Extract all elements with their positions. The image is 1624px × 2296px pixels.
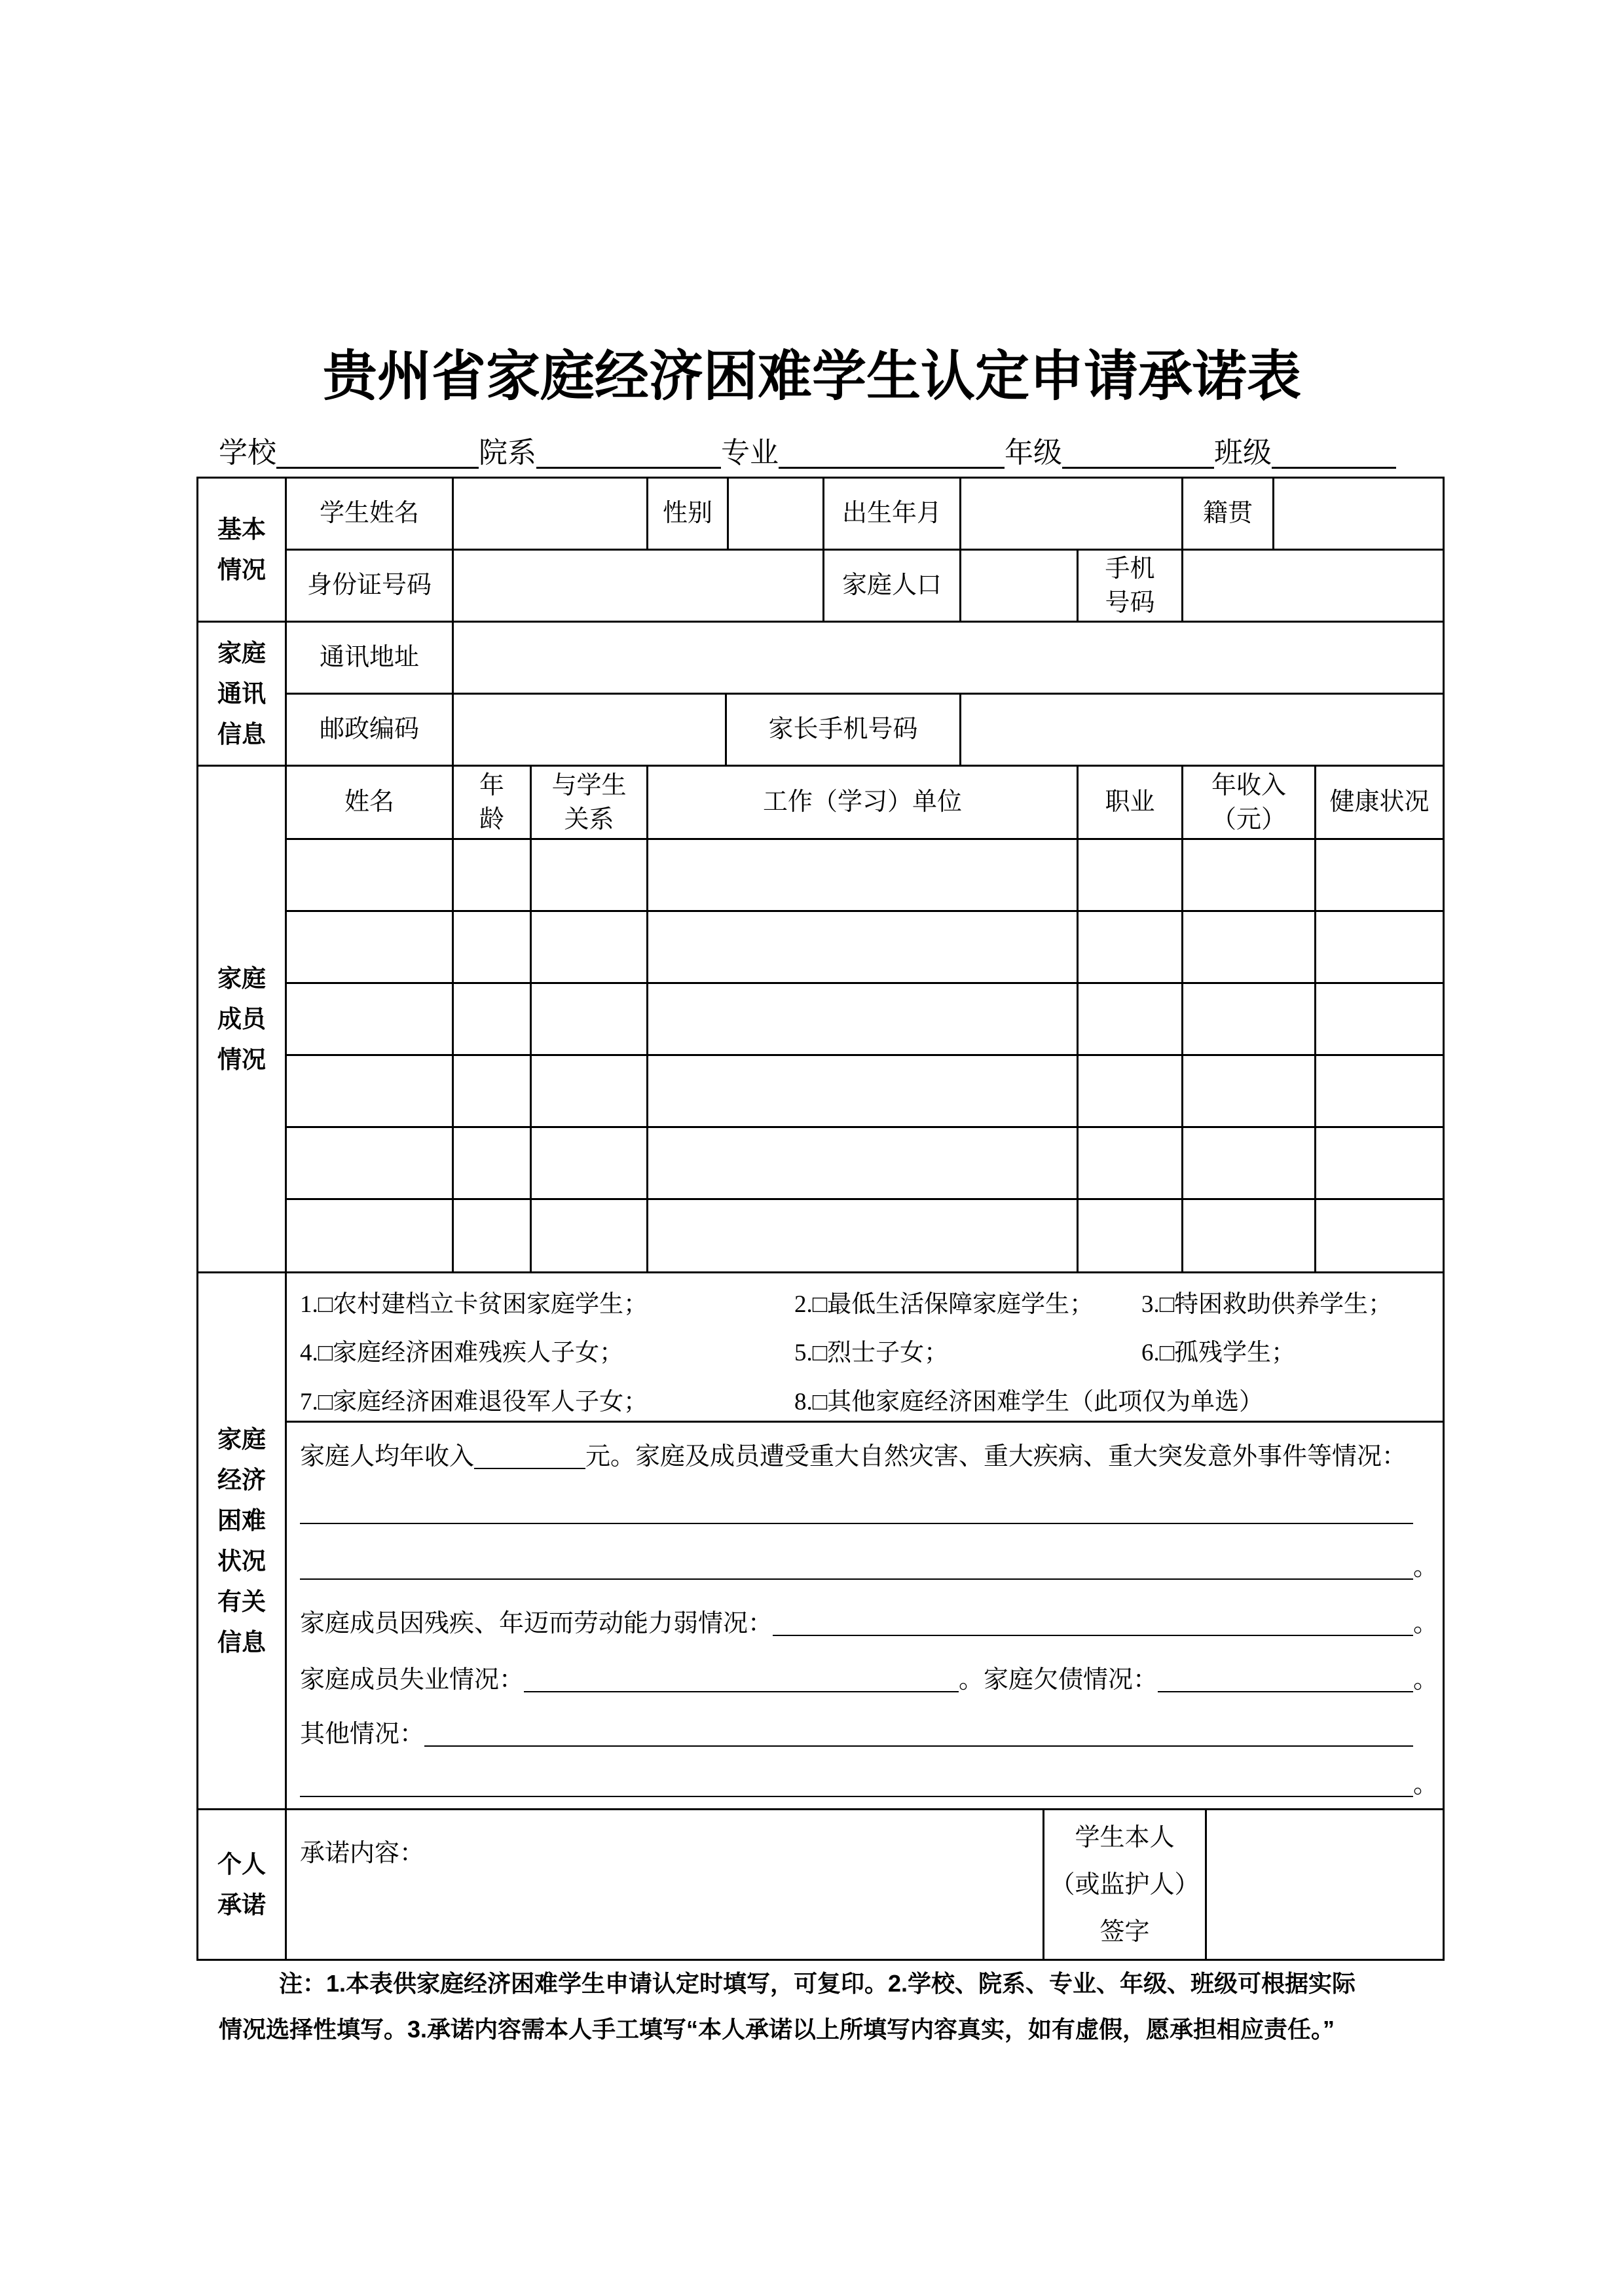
signature-label-line: 学生本人: [1075, 1823, 1175, 1851]
category-checkbox-item[interactable]: 3.□特困救助供养学生；: [1141, 1291, 1393, 1318]
member-name-cell[interactable]: [285, 982, 454, 1056]
other-label: 其他情况：: [300, 1721, 425, 1748]
member-name-cell[interactable]: [285, 1126, 454, 1200]
mobile-label-line: 手机: [1105, 555, 1155, 583]
member-occupation-cell[interactable]: [1077, 838, 1183, 912]
form-title: 贵州省家庭经济困难学生认定申请承诺表: [323, 346, 1301, 407]
id-number-field[interactable]: [452, 549, 824, 623]
member-age-cell[interactable]: [452, 910, 532, 984]
member-name-cell[interactable]: [285, 1198, 454, 1273]
section-label-line: 情况: [217, 556, 266, 583]
section-label-line: 信息: [217, 720, 266, 748]
birth-date-field[interactable]: [959, 477, 1183, 551]
native-place-label: 籍贯: [1181, 477, 1274, 551]
member-health-cell[interactable]: [1314, 838, 1445, 912]
column-header-name: 姓名: [285, 765, 454, 840]
major-field[interactable]: [779, 436, 1005, 469]
signature-field[interactable]: [1205, 1808, 1445, 1961]
period-mark: 。: [1412, 1666, 1438, 1694]
section-label-line: 情况: [217, 1046, 266, 1073]
member-employer-cell[interactable]: [646, 838, 1079, 912]
section-label-line: 成员: [217, 1005, 266, 1032]
column-header-line: 年收入: [1211, 771, 1286, 799]
member-occupation-cell[interactable]: [1077, 1126, 1183, 1200]
section-label-line: 有关: [217, 1588, 266, 1615]
column-header-line: 年: [479, 771, 504, 799]
section-hardship-info: [196, 1271, 287, 1810]
member-occupation-cell[interactable]: [1077, 1198, 1183, 1273]
grade-field[interactable]: [1062, 436, 1214, 469]
section-basic-info: [196, 477, 287, 623]
section-label-line: 信息: [217, 1628, 266, 1656]
mobile-label-line: 号码: [1105, 589, 1155, 617]
section-label-line: 个人: [217, 1850, 266, 1878]
disaster-field-continued[interactable]: [300, 1551, 1413, 1580]
member-health-cell[interactable]: [1314, 910, 1445, 984]
section-label-line: 承诺: [217, 1891, 266, 1918]
per-capita-income-field[interactable]: [474, 1440, 585, 1469]
household-size-field[interactable]: [959, 549, 1079, 623]
student-name-label: 学生姓名: [285, 477, 454, 551]
member-name-cell[interactable]: [285, 910, 454, 984]
student-name-field[interactable]: [452, 477, 648, 551]
unemployment-label: 家庭成员失业情况：: [300, 1666, 525, 1694]
signature-label: [1043, 1808, 1207, 1961]
member-employer-cell[interactable]: [646, 982, 1079, 1056]
other-line-continued: [300, 1768, 1438, 1801]
member-annual-income-cell[interactable]: [1181, 838, 1316, 912]
unemployment-debt-line: [300, 1664, 1438, 1696]
category-checkbox-item[interactable]: 2.□最低生活保障家庭学生；: [794, 1291, 1094, 1318]
category-checkbox-item[interactable]: 6.□孤残学生；: [1141, 1339, 1296, 1366]
category-checkbox-item[interactable]: 4.□家庭经济困难残疾人子女；: [300, 1339, 624, 1366]
category-checkbox-item[interactable]: 5.□烈士子女；: [794, 1339, 949, 1366]
unemployment-field[interactable]: [524, 1664, 959, 1692]
member-annual-income-cell[interactable]: [1181, 910, 1316, 984]
section-label-line: 通讯: [217, 680, 266, 707]
member-name-cell[interactable]: [285, 838, 454, 912]
member-relation-cell[interactable]: [530, 1126, 648, 1200]
signature-label-line: 签字: [1099, 1918, 1150, 1946]
member-occupation-cell[interactable]: [1077, 1054, 1183, 1128]
member-annual-income-cell[interactable]: [1181, 982, 1316, 1056]
member-relation-cell[interactable]: [530, 982, 648, 1056]
income-suffix: 元。家庭及成员遭受重大自然灾害、重大疾病、重大突发意外事件等情况：: [585, 1443, 1407, 1470]
pledge-content-label: 承诺内容：: [300, 1840, 425, 1867]
department-label: 院系: [479, 437, 536, 469]
signature-label-line: （或监护人）: [1050, 1870, 1200, 1899]
school-field[interactable]: [276, 436, 479, 469]
school-label: 学校: [219, 437, 276, 469]
member-employer-cell[interactable]: [646, 1126, 1079, 1200]
column-header-annual-income: [1181, 765, 1316, 840]
category-checkbox-item[interactable]: 8.□其他家庭经济困难学生（此项仅为单选）: [794, 1389, 1264, 1415]
major-label: 专业: [721, 437, 779, 469]
member-health-cell[interactable]: [1314, 1198, 1445, 1273]
section-label-line: 家庭: [217, 639, 266, 666]
section-family-contact: [196, 621, 287, 767]
class-label: 班级: [1214, 437, 1272, 469]
parent-mobile-label: 家长手机号码: [725, 693, 961, 767]
debt-label: 。家庭欠债情况：: [959, 1666, 1158, 1694]
footnote-line: 情况选择性填写。3.承诺内容需本人手工填写“本人承诺以上所填写内容真实，如有虚假，愿承担相应责任。”: [219, 2016, 1335, 2043]
disability-field[interactable]: [773, 1607, 1413, 1636]
section-pledge: [196, 1808, 287, 1961]
disaster-line-continued: [300, 1551, 1438, 1584]
disaster-line: [300, 1495, 1413, 1528]
income-line: [300, 1440, 1439, 1473]
mobile-label: [1077, 549, 1183, 623]
member-health-cell[interactable]: [1314, 1054, 1445, 1128]
column-header-line: 龄: [479, 805, 504, 833]
address-label: 通讯地址: [285, 621, 454, 695]
grade-label: 年级: [1005, 437, 1062, 469]
member-age-cell[interactable]: [452, 1054, 532, 1128]
period-mark: 。: [1412, 1771, 1438, 1798]
column-header-line: 关系: [564, 805, 614, 833]
period-mark: 。: [1412, 1610, 1438, 1637]
class-field[interactable]: [1272, 436, 1396, 469]
column-header-employer: 工作（学习）单位: [646, 765, 1079, 840]
member-relation-cell[interactable]: [530, 838, 648, 912]
member-age-cell[interactable]: [452, 838, 532, 912]
disability-label: 家庭成员因残疾、年迈而劳动能力弱情况：: [300, 1610, 773, 1637]
disaster-field[interactable]: [300, 1495, 1413, 1524]
member-age-cell[interactable]: [452, 982, 532, 1056]
birth-date-label: 出生年月: [822, 477, 961, 551]
mobile-field[interactable]: [1181, 549, 1445, 623]
member-relation-cell[interactable]: [530, 1198, 648, 1273]
household-size-label: 家庭人口: [822, 549, 961, 623]
member-employer-cell[interactable]: [646, 1054, 1079, 1128]
income-prefix: 家庭人均年收入: [300, 1443, 475, 1470]
gender-label: 性别: [646, 477, 729, 551]
parent-mobile-field[interactable]: [959, 693, 1445, 767]
department-field[interactable]: [536, 436, 721, 469]
section-label-line: 状况: [217, 1547, 266, 1575]
member-annual-income-cell[interactable]: [1181, 1198, 1316, 1273]
member-health-cell[interactable]: [1314, 982, 1445, 1056]
column-header-line: 与学生: [551, 771, 627, 799]
member-occupation-cell[interactable]: [1077, 982, 1183, 1056]
member-occupation-cell[interactable]: [1077, 910, 1183, 984]
column-header-age: [452, 765, 532, 840]
section-label-line: 家庭: [217, 964, 266, 992]
member-employer-cell[interactable]: [646, 910, 1079, 984]
column-header-relation: [530, 765, 648, 840]
member-annual-income-cell[interactable]: [1181, 1054, 1316, 1128]
postal-code-label: 邮政编码: [285, 693, 454, 767]
section-label-line: 经济: [217, 1466, 266, 1493]
pledge-content-field[interactable]: [285, 1808, 1044, 1961]
section-label-line: 基本: [217, 515, 266, 543]
column-header-occupation: 职业: [1077, 765, 1183, 840]
category-checkbox-item[interactable]: 1.□农村建档立卡贫困家庭学生；: [300, 1291, 648, 1318]
address-field[interactable]: [452, 621, 1445, 695]
member-relation-cell[interactable]: [530, 1054, 648, 1128]
debt-field[interactable]: [1158, 1664, 1413, 1692]
id-number-label: 身份证号码: [285, 549, 454, 623]
postal-code-field[interactable]: [452, 693, 727, 767]
column-header-line: （元）: [1211, 805, 1286, 833]
gender-field[interactable]: [727, 477, 824, 551]
member-age-cell[interactable]: [452, 1126, 532, 1200]
period-mark: 。: [1412, 1554, 1438, 1581]
other-line: [300, 1718, 1413, 1751]
member-health-cell[interactable]: [1314, 1126, 1445, 1200]
section-family-members: [196, 765, 287, 1273]
member-annual-income-cell[interactable]: [1181, 1126, 1316, 1200]
native-place-field[interactable]: [1272, 477, 1445, 551]
other-field[interactable]: [424, 1718, 1413, 1747]
section-label-line: 困难: [217, 1506, 266, 1534]
header-fields: [219, 436, 1396, 471]
member-age-cell[interactable]: [452, 1198, 532, 1273]
disability-line: [300, 1607, 1438, 1640]
section-label-line: 家庭: [217, 1425, 266, 1453]
member-name-cell[interactable]: [285, 1054, 454, 1128]
other-field-continued[interactable]: [300, 1768, 1413, 1797]
member-employer-cell[interactable]: [646, 1198, 1079, 1273]
category-checkbox-item[interactable]: 7.□家庭经济困难退役军人子女；: [300, 1389, 648, 1415]
member-relation-cell[interactable]: [530, 910, 648, 984]
footnote-line: 注：1.本表供家庭经济困难学生申请认定时填写，可复印。2.学校、院系、专业、年级、班级可根据实际: [279, 1970, 1356, 1997]
column-header-health: 健康状况: [1314, 765, 1445, 840]
